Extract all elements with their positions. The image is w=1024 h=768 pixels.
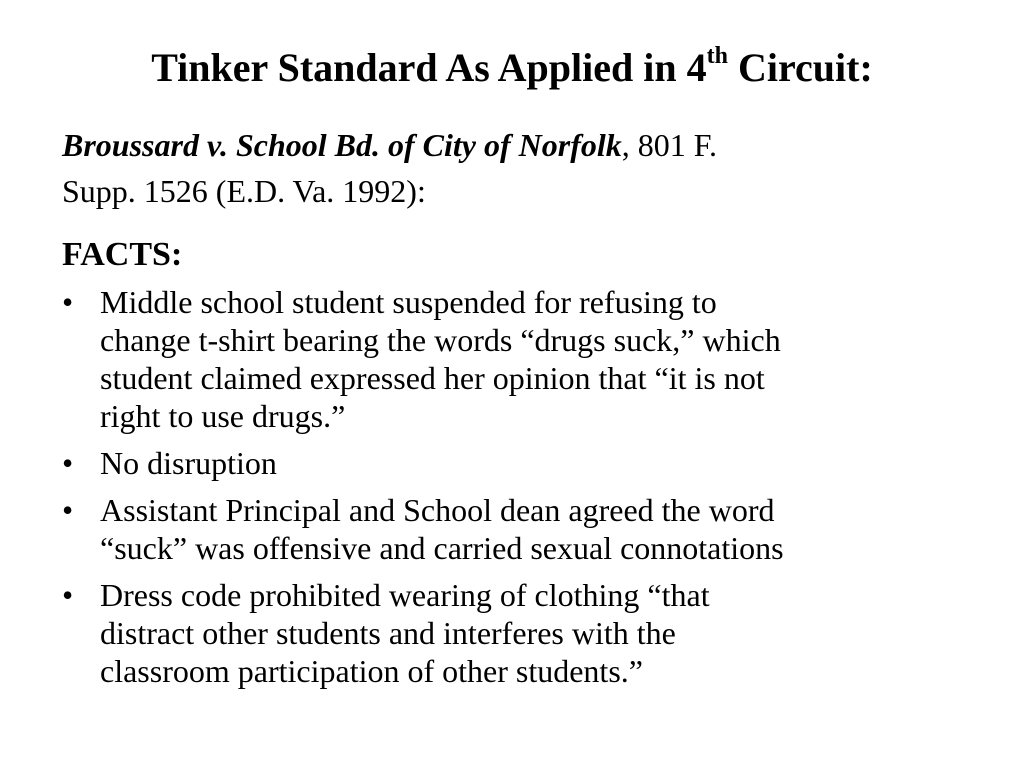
bullet-line: Dress code prohibited wearing of clothing “that — [100, 577, 710, 613]
facts-heading: FACTS: — [62, 236, 183, 273]
bullet-item — [62, 491, 982, 567]
citation-reference-line1: , 801 F. — [621, 127, 717, 163]
title-text-end: Circuit: — [727, 45, 873, 90]
bullet-item — [62, 576, 982, 690]
bullet-point-icon: • — [62, 492, 74, 528]
title-superscript: th — [706, 43, 728, 69]
citation-reference-line2: Supp. 1526 (E.D. Va. 1992): — [62, 173, 426, 209]
title-text: Tinker Standard As Applied in 4 — [151, 45, 707, 90]
bullet-line: distract other students and interferes with the — [100, 615, 676, 651]
bullet-line: Middle school student suspended for refusing to — [100, 284, 717, 320]
bullet-line: classroom participation of other students.” — [100, 653, 643, 689]
bullet-line: “suck” was offensive and carried sexual connotations — [100, 530, 784, 566]
bullet-item — [62, 283, 982, 435]
bullet-line: right to use drugs.” — [100, 398, 346, 434]
slide-title — [0, 42, 1024, 94]
facts-bullet-list — [62, 283, 982, 699]
bullet-point-icon: • — [62, 577, 74, 613]
bullet-point-icon: • — [62, 284, 74, 320]
case-name: Broussard v. School Bd. of City of Norfolk — [62, 127, 622, 163]
bullet-line: change t-shirt bearing the words “drugs suck,” which — [100, 322, 781, 358]
bullet-item — [62, 444, 982, 482]
bullet-line: Assistant Principal and School dean agreed the word — [100, 492, 775, 528]
bullet-line: No disruption — [100, 445, 277, 481]
bullet-line: student claimed expressed her opinion that “it is not — [100, 360, 765, 396]
case-citation — [62, 122, 962, 214]
bullet-point-icon: • — [62, 445, 74, 481]
